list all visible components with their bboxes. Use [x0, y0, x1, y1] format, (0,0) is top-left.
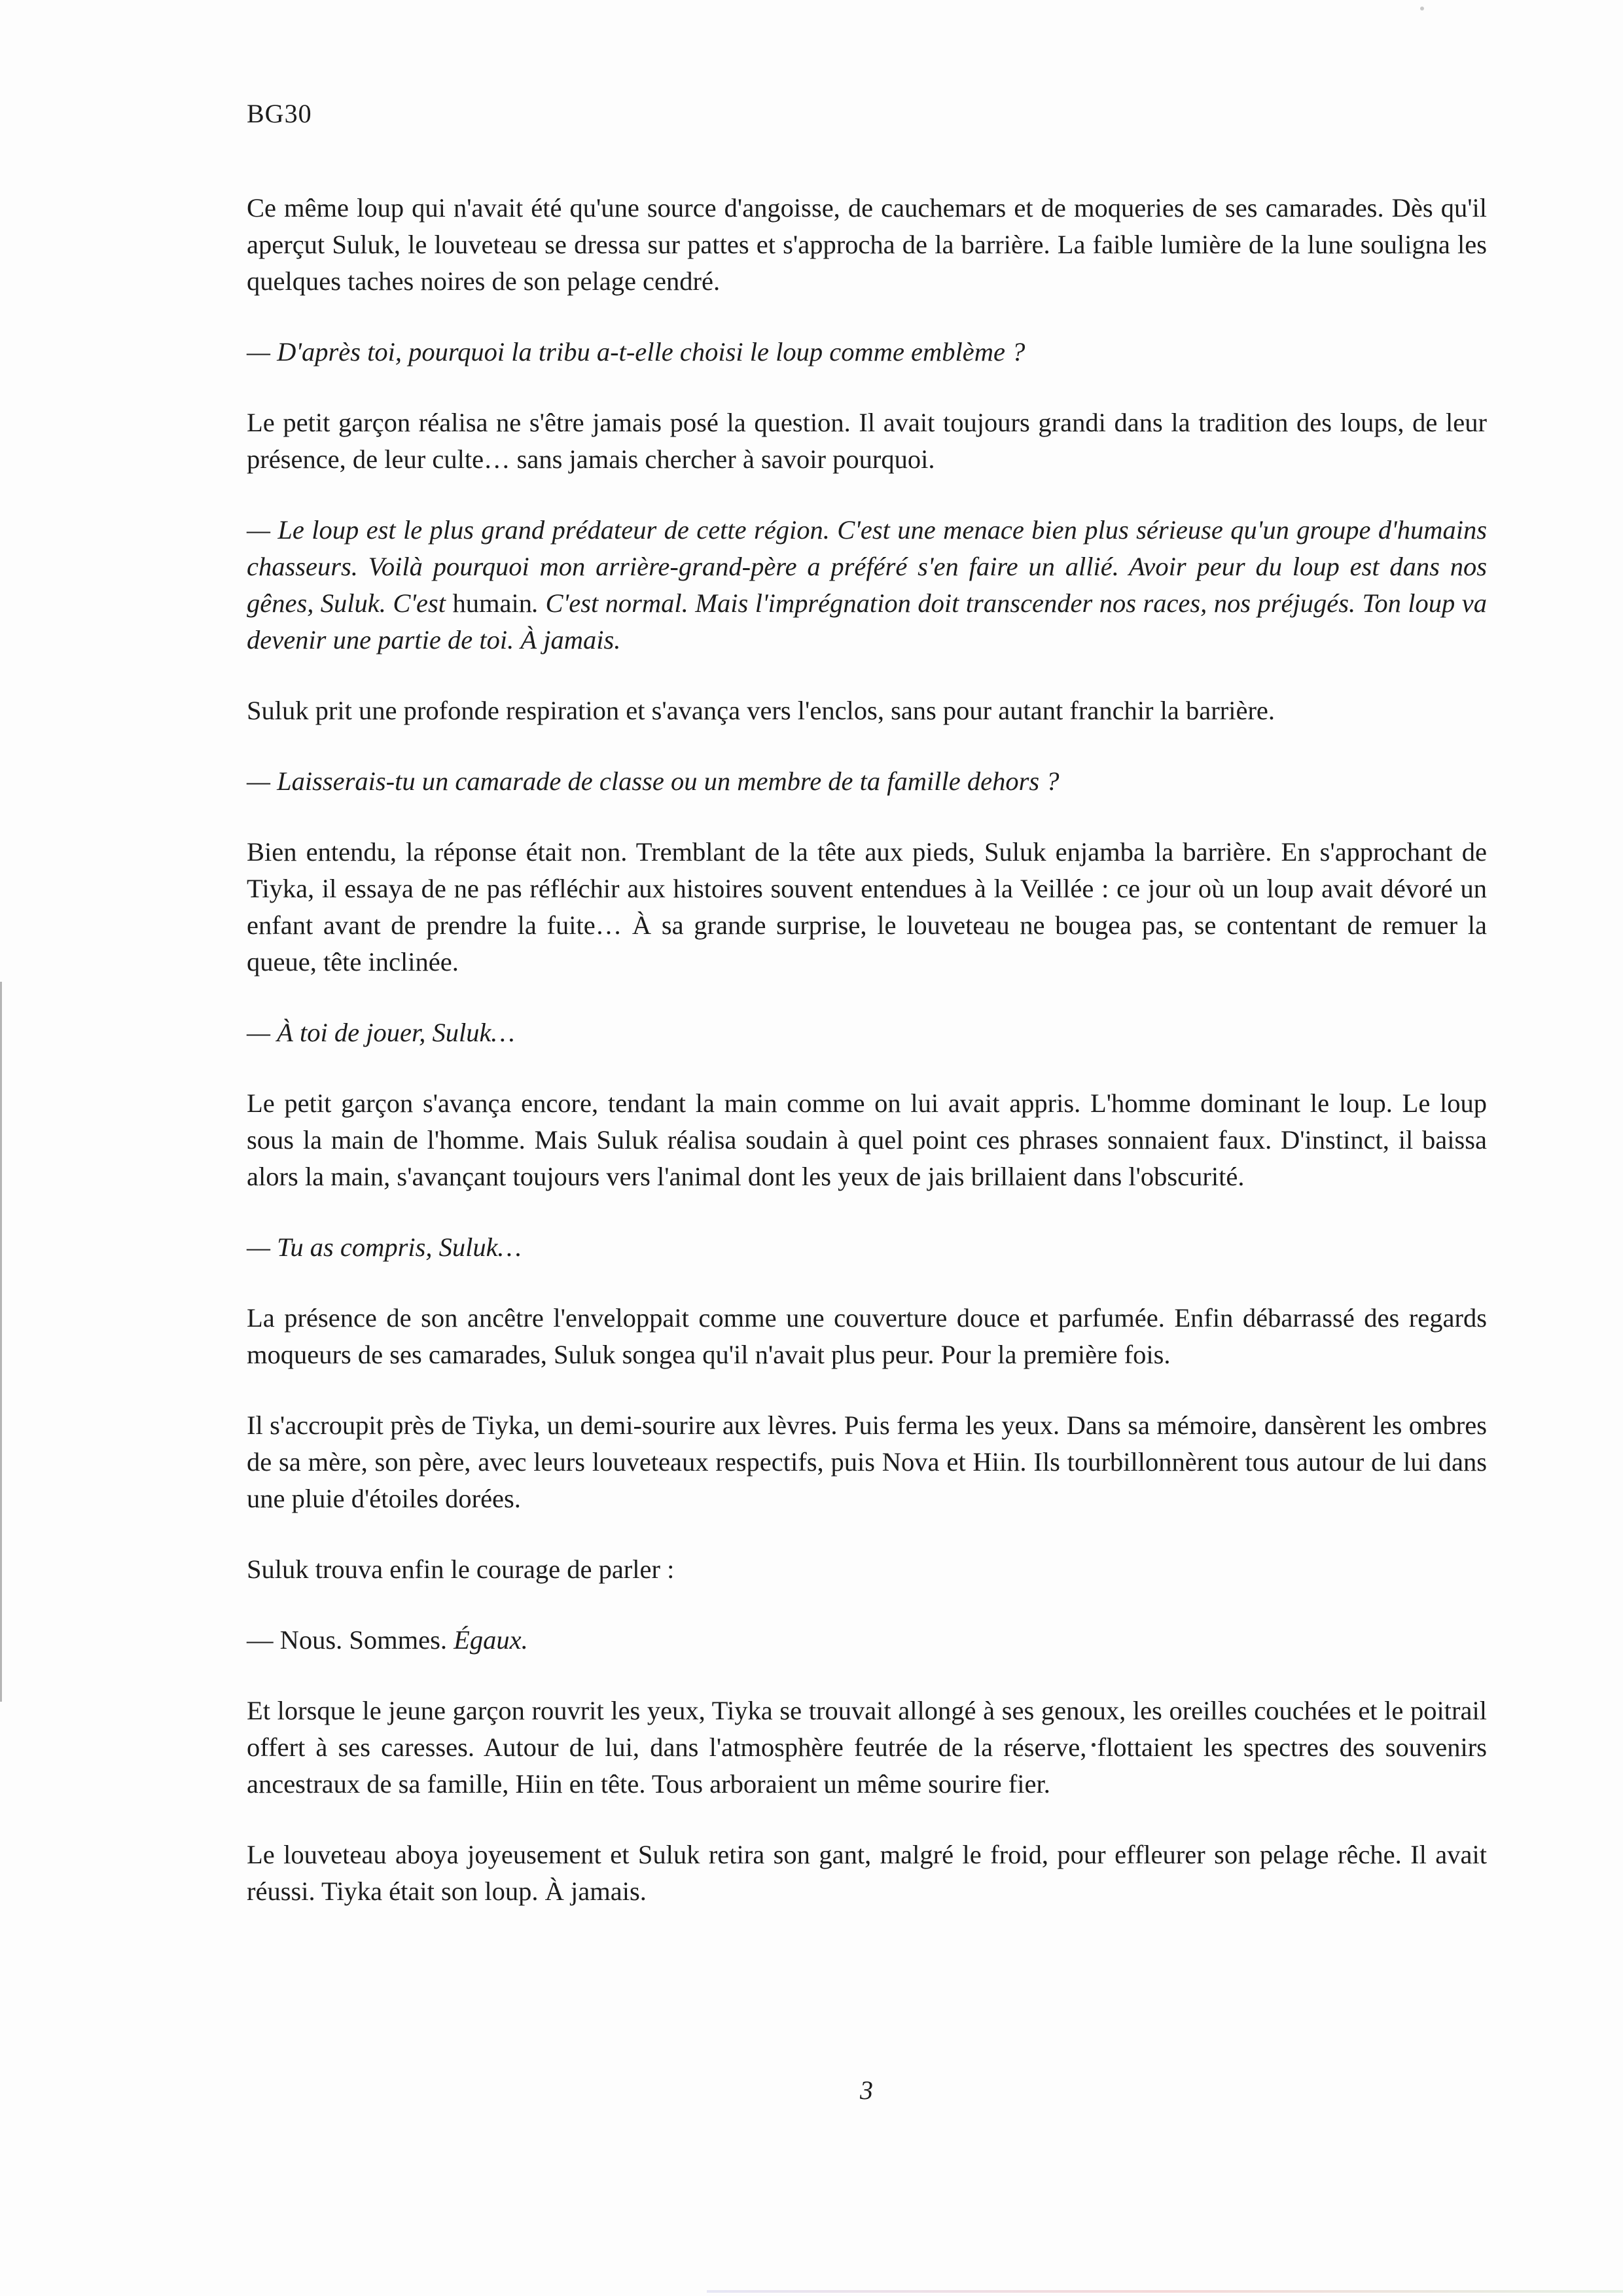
dialogue-line: [247, 334, 1487, 370]
dialogue-line: [247, 1014, 1487, 1051]
dialogue-text-roman: — Nous. Sommes.: [247, 1625, 454, 1655]
dialogue-line: [247, 1229, 1487, 1266]
paragraph: La présence de son ancêtre l'enveloppait comme une couverture douce et parfumée. Enfin débarrassé des regards moqueurs de ses camarades, Suluk songea qu'il n'avait plus peur. Pour la première fois.: [247, 1303, 1487, 1369]
dialogue-text: — Le loup est le plus grand prédateur de cette région. C'est une menace bien plus sérieuse qu'un groupe d'humains chasseurs. Voilà pourquoi mon arrière-grand-père a préféré s'en faire un allié. Avoir peur du loup est dans nos gênes, Suluk. C'est: [247, 515, 1487, 618]
paragraph: Ce même loup qui n'avait été qu'une source d'angoisse, de cauchemars et de moqueries de ses camarades. Dès qu'il aperçut Suluk, le louveteau se dressa sur pattes et s'approcha de la barrière. La faible lumière de la lune souligna les quelques taches noires de son pelage cendré.: [247, 193, 1487, 296]
paragraph: Le petit garçon réalisa ne s'être jamais posé la question. Il avait toujours grandi dans la tradition des loups, de leur présence, de leur culte… sans jamais chercher à savoir pourquoi.: [247, 408, 1487, 474]
dialogue-text: — Laisserais-tu un camarade de classe ou un membre de ta famille dehors ?: [247, 766, 1060, 796]
dialogue-text: — À toi de jouer, Suluk…: [247, 1018, 515, 1047]
dialogue-line: [247, 763, 1487, 800]
scan-edge-shadow: [0, 982, 2, 1702]
document-code: BG30: [247, 99, 312, 128]
paragraph: Suluk prit une profonde respiration et s'avança vers l'enclos, sans pour autant franchir la barrière.: [247, 696, 1275, 725]
dialogue-text: — Tu as compris, Suluk…: [247, 1232, 522, 1262]
paragraph: Suluk trouva enfin le courage de parler :: [247, 1554, 675, 1584]
paragraph: Et lorsque le jeune garçon rouvrit les yeux, Tiyka se trouvait allongé à ses genoux, les oreilles couchées et le poitrail offert à ses caresses. Autour de lui, dans l'atmosphère feutrée de la réserve, flottaient les spectres des souvenirs ancestraux de sa famille, Hiin en tête. Tous arboraient un même sourire fier.: [247, 1696, 1487, 1799]
page-number: 3: [860, 2075, 873, 2105]
document-body: [247, 190, 1487, 1944]
paragraph: Bien entendu, la réponse était non. Tremblant de la tête aux pieds, Suluk enjamba la barrière. En s'approchant de Tiyka, il essaya de ne pas réfléchir aux histoires souvent entendues à la Veillée : ce jour où un loup avait dévoré un enfant avant de prendre la fuite… À sa grande surprise, le louveteau ne bougea pas, se contentant de remuer la queue, tête inclinée.: [247, 837, 1487, 977]
paragraph: Le petit garçon s'avança encore, tendant la main comme on lui avait appris. L'homme dominant le loup. Le loup sous la main de l'homme. Mais Suluk réalisa soudain à quel point ces phrases sonnaient faux. D'instinct, il baissa alors la main, s'avançant toujours vers l'animal dont les yeux de jais brillaient dans l'obscurité.: [247, 1088, 1487, 1191]
dialogue-text-roman: humain: [452, 588, 532, 618]
scan-bottom-edge: [707, 2290, 1623, 2293]
dialogue-text: Égaux.: [454, 1625, 528, 1655]
dialogue-text: — D'après toi, pourquoi la tribu a-t-elle choisi le loup comme emblème ?: [247, 337, 1026, 367]
paragraph: Le louveteau aboya joyeusement et Suluk retira son gant, malgré le froid, pour effleurer son pelage rêche. Il avait réussi. Tiyka était son loup. À jamais.: [247, 1840, 1487, 1906]
dialogue-text: . C'est normal. Mais l'imprégnation doit transcender nos races, nos préjugés. Ton loup va devenir une partie de toi. À jamais.: [247, 588, 1487, 655]
scan-speck: [1420, 7, 1424, 10]
paragraph: Il s'accroupit près de Tiyka, un demi-sourire aux lèvres. Puis ferma les yeux. Dans sa mémoire, dansèrent les ombres de sa mère, son père, avec leurs louveteaux respectifs, puis Nova et Hiin. Ils tourbillonnèrent tous autour de lui dans une pluie d'étoiles dorées.: [247, 1410, 1487, 1513]
dialogue-line: [247, 512, 1487, 658]
dialogue-line: [247, 1622, 1487, 1659]
